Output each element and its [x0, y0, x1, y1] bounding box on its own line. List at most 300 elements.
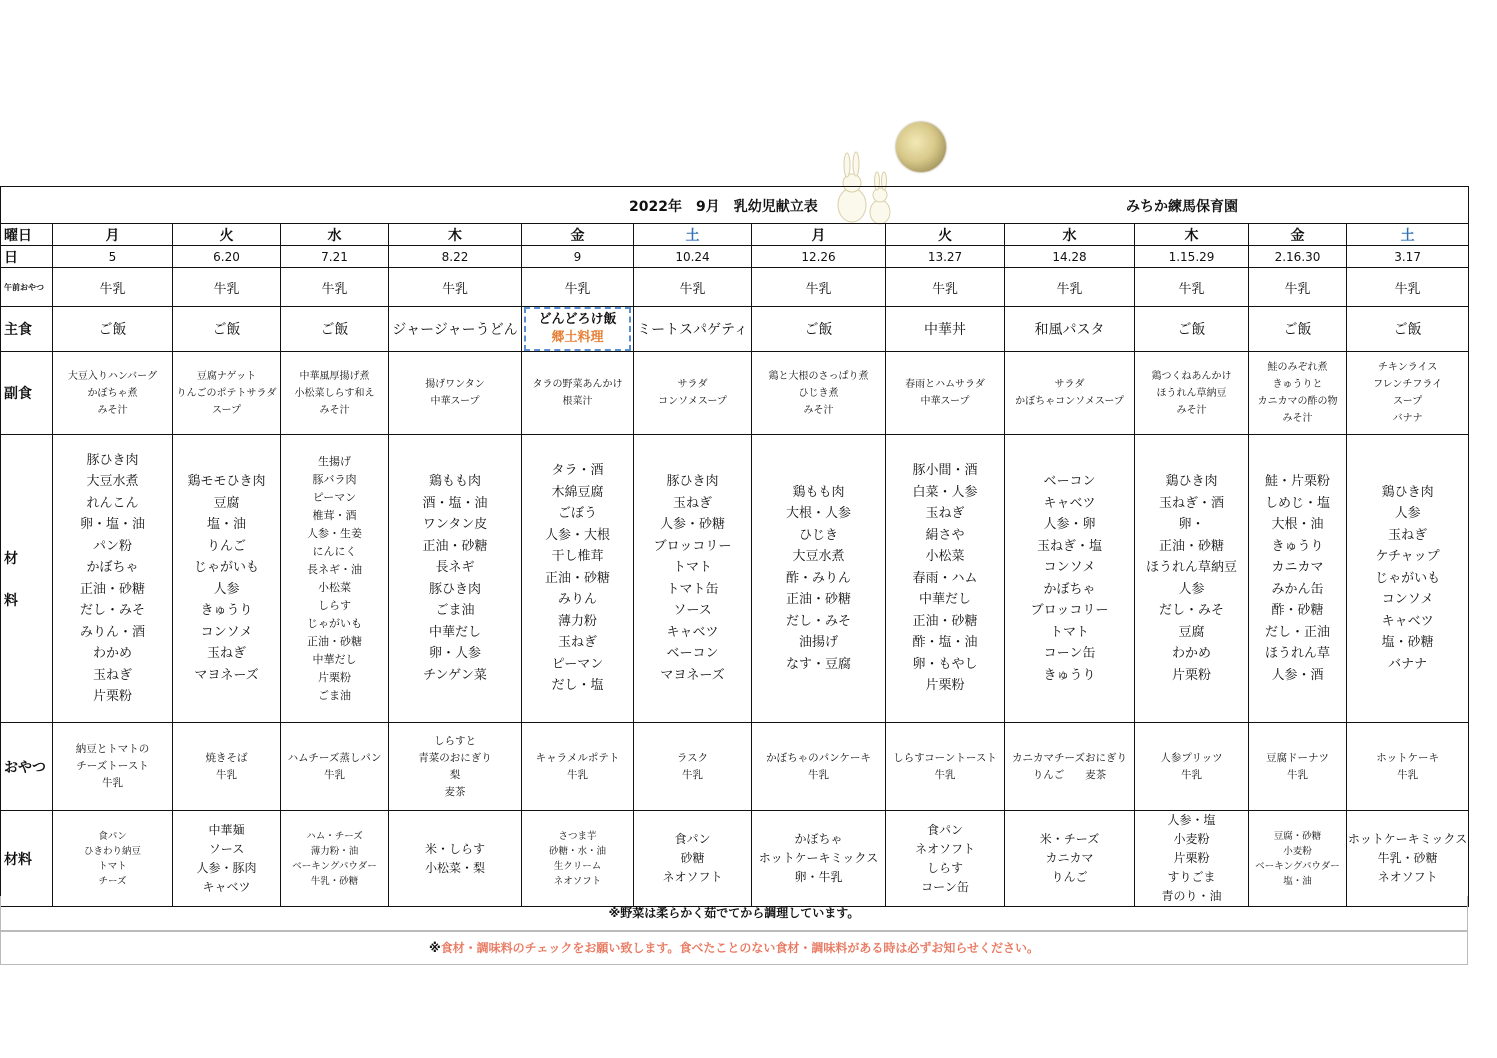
snack-line: 牛乳 — [567, 768, 588, 781]
snack-line: かぼちゃのパンケーキ — [766, 751, 871, 764]
am-snack: 牛乳 — [886, 268, 1005, 307]
snack-line: 焼きそば — [205, 751, 248, 764]
ingredient-line: 春雨・ハム — [912, 570, 978, 586]
ingredients — [634, 435, 752, 723]
ingredient-line: トマト缶 — [666, 581, 719, 597]
ingredient-line: 鶏モモひき肉 — [187, 474, 266, 489]
snack-line: 豆腐ドーナツ — [1266, 751, 1329, 764]
snack-line: 人参プリッツ — [1160, 751, 1223, 764]
ingredient-line: 人参・生姜 — [307, 526, 362, 540]
ingredient-line: 豆腐 — [1178, 624, 1205, 640]
side-dishes — [634, 352, 752, 435]
snack-ingredient-line: さつま芋 — [558, 830, 597, 842]
snack-line: 青菜のおにぎり — [418, 751, 492, 764]
snack-line: キャラメルポテト — [535, 751, 620, 764]
side-dish-line: 中華スープ — [920, 396, 970, 407]
snack-ingredient-line: 米・しらす — [424, 841, 485, 856]
side-dish-line: 大豆入りハンバーグ — [67, 370, 158, 382]
am-snack: 牛乳 — [53, 268, 173, 307]
snack-ingredient-line: トマト — [98, 860, 127, 872]
ingredient-line: 片栗粉 — [1171, 667, 1211, 683]
snack-line: しらすコーントースト — [893, 751, 997, 764]
ingredient-line: マヨネーズ — [194, 667, 259, 683]
snack — [634, 723, 752, 811]
snack-line: 麦茶 — [444, 785, 466, 798]
staple-dish: ご飯 — [53, 307, 173, 352]
am-snack: 牛乳 — [281, 268, 389, 307]
ingredients — [752, 435, 886, 723]
side-dish-line: サラダ — [677, 379, 708, 390]
snack-ingredient-line: キャベツ — [202, 879, 251, 894]
ingredient-line: 鮭・片栗粉 — [1264, 474, 1330, 489]
side-dish-line: 揚げワンタン — [425, 379, 485, 390]
ingredient-line: ピーマン — [312, 490, 357, 504]
row-label-snack-ingredients: 材料 — [1, 811, 53, 907]
ingredient-line: 卵・もやし — [912, 656, 978, 672]
note-check-ingredients — [0, 931, 1468, 965]
am-snack: 牛乳 — [634, 268, 752, 307]
ingredient-line: 卵・塩・油 — [79, 517, 145, 532]
ingredient-line: 酢・砂糖 — [1271, 603, 1324, 618]
ingredient-line: れんこん — [86, 495, 139, 511]
day-of-week: 水 — [281, 224, 389, 246]
dates: 6.20 — [173, 246, 281, 268]
ingredient-line: 正油・砂糖 — [422, 538, 488, 554]
side-dish-line: 小松菜しらす和え — [294, 387, 375, 399]
ingredient-line: 大豆水煮 — [86, 474, 139, 489]
side-dishes — [173, 352, 281, 435]
menu-title: 2022年 9月 乳幼児献立表 — [629, 199, 818, 215]
ingredient-line: にんにく — [312, 544, 357, 558]
ingredient-line: 豚バラ肉 — [312, 472, 357, 486]
side-dish-line: チキンライス — [1377, 362, 1438, 373]
am-snack: 牛乳 — [1249, 268, 1347, 307]
snack-ingredient-line: ハム・チーズ — [306, 830, 363, 842]
ingredient-line: 玉ねぎ・酒 — [1158, 495, 1224, 511]
day-of-week: 金 — [522, 224, 634, 246]
row-label-am-snack: 午前おやつ — [1, 268, 53, 307]
side-dish-line: みそ汁 — [1282, 413, 1313, 424]
ingredient-line: 正油・砂糖 — [785, 592, 851, 608]
note-soft-vegetables: ※野菜は柔らかく茹でてから調理しています。 — [0, 896, 1468, 931]
regional-dish-box — [524, 307, 630, 351]
row-label-snack: おやつ — [1, 723, 53, 811]
snack-line: 牛乳 — [216, 768, 237, 781]
snack-ingredients — [886, 811, 1005, 907]
staple-dish: 和風パスタ — [1005, 307, 1135, 352]
ingredient-line: 酢・みりん — [785, 570, 851, 586]
ingredient-line: わかめ — [92, 646, 132, 661]
ingredient-line: ベーコン — [1043, 474, 1096, 489]
ingredient-line: 卵・ — [1178, 517, 1205, 532]
snack-ingredient-line: 牛乳・砂糖 — [310, 875, 359, 887]
ingredient-line: ケチャップ — [1375, 549, 1440, 565]
ingredients — [281, 435, 389, 723]
ingredients — [886, 435, 1005, 723]
ingredient-line: マヨネーズ — [660, 667, 725, 683]
side-dish-line: バナナ — [1392, 413, 1423, 424]
ingredient-line: ソース — [673, 603, 712, 618]
side-dish-line: みそ汁 — [803, 404, 834, 416]
snack-ingredient-line: 薄力粉・油 — [310, 845, 359, 857]
side-dish-line: 鶏つくねあんかけ — [1151, 370, 1232, 382]
dates: 3.17 — [1347, 246, 1469, 268]
snack-ingredients — [752, 811, 886, 907]
ingredient-line: 片栗粉 — [925, 678, 965, 694]
day-of-week: 木 — [389, 224, 522, 246]
ingredient-line: だし・みそ — [79, 603, 145, 618]
ingredient-line: 木綿豆腐 — [551, 484, 604, 500]
ingredient-line: バナナ — [1388, 656, 1428, 672]
ingredient-line: 鶏ひき肉 — [1381, 484, 1434, 500]
ingredients — [1347, 435, 1469, 723]
snack-ingredient-line: 小麦粉 — [1173, 832, 1210, 846]
ingredient-line: 大豆水煮 — [792, 549, 845, 565]
snack-ingredient-line: しらす — [926, 860, 963, 875]
snack-ingredient-line: ソース — [208, 841, 245, 856]
day-of-week: 火 — [173, 224, 281, 246]
ingredient-line: 長ネギ・油 — [307, 562, 362, 576]
staple-dish: ご飯 — [752, 307, 886, 352]
ingredient-line: コンソメ — [1043, 560, 1096, 575]
snack-ingredient-line: 人参・塩 — [1167, 813, 1216, 827]
staple-dish: 中華丼 — [886, 307, 1005, 352]
side-dishes — [1135, 352, 1249, 435]
ingredient-line: 酢・塩・油 — [912, 635, 978, 651]
ingredient-line: 玉ねぎ — [206, 646, 246, 661]
ingredient-line: 長ネギ — [435, 560, 475, 575]
ingredient-line: 人参 — [1178, 581, 1205, 597]
menu-table — [0, 186, 1469, 907]
snack-ingredient-line: 小松菜・梨 — [424, 860, 485, 875]
ingredient-line: 絹さや — [925, 527, 965, 543]
ingredient-line: りんご — [206, 538, 246, 554]
snack-ingredient-line: コーン缶 — [921, 879, 969, 894]
day-of-week: 水 — [1005, 224, 1135, 246]
full-moon-illustration — [896, 122, 946, 172]
ingredient-line: 玉ねぎ — [672, 495, 712, 511]
day-of-week: 木 — [1135, 224, 1249, 246]
ingredient-line: 塩・油 — [206, 517, 246, 532]
ingredient-line: しめじ・塩 — [1264, 495, 1330, 511]
snack-ingredient-line: 食パン — [926, 822, 963, 837]
day-of-week: 土 — [634, 224, 752, 246]
dates: 7.21 — [281, 246, 389, 268]
side-dish-line: タラの野菜あんかけ — [532, 379, 623, 390]
am-snack: 牛乳 — [522, 268, 634, 307]
dates: 10.24 — [634, 246, 752, 268]
snack-ingredient-line: ベーキングパウダー — [1255, 860, 1340, 872]
side-dishes — [752, 352, 886, 435]
snack-ingredients — [1249, 811, 1347, 907]
row-label-dow: 曜日 — [1, 224, 53, 246]
side-dishes — [1347, 352, 1469, 435]
snack-ingredient-line: りんご — [1051, 870, 1088, 884]
ingredient-line: 正油・砂糖 — [1158, 538, 1224, 554]
side-dish-line: ひじき煮 — [798, 387, 839, 399]
snack-ingredients — [173, 811, 281, 907]
note-mark: ※ — [429, 941, 441, 955]
side-dish-line: 中華風厚揚げ煮 — [299, 370, 370, 382]
ingredient-line: だし・正油 — [1264, 624, 1330, 640]
ingredient-line: 白菜・人参 — [912, 484, 978, 500]
snack-ingredients — [634, 811, 752, 907]
snack-ingredient-line: カニカマ — [1045, 851, 1094, 865]
snack-ingredient-line: 青のり・油 — [1161, 889, 1222, 903]
ingredient-line: 鶏ひき肉 — [1165, 474, 1218, 489]
ingredient-line: ごま油 — [318, 688, 351, 702]
snack — [389, 723, 522, 811]
ingredient-line: 小松菜 — [318, 580, 351, 594]
am-snack: 牛乳 — [1347, 268, 1469, 307]
ingredient-line: パン粉 — [92, 538, 132, 554]
snack-line: 牛乳 — [682, 768, 703, 781]
ingredient-line: 豚ひき肉 — [86, 452, 139, 468]
staple-dish: ご飯 — [1347, 307, 1469, 352]
dates: 1.15.29 — [1135, 246, 1249, 268]
row-label-side: 副食 — [1, 352, 53, 435]
ingredient-line: コーン缶 — [1043, 646, 1096, 661]
ingredient-line: 大根・油 — [1271, 517, 1324, 532]
side-dish-line: みそ汁 — [1176, 404, 1207, 416]
ingredient-line: トマト — [1049, 624, 1089, 640]
ingredient-line: 玉ねぎ — [557, 635, 597, 651]
side-dish-line: カニカマの酢の物 — [1257, 396, 1338, 407]
dates: 13.27 — [886, 246, 1005, 268]
ingredient-line: トマト — [672, 560, 712, 575]
snack-ingredient-line: 米・チーズ — [1039, 832, 1100, 846]
side-dish-line: かぼちゃ煮 — [87, 387, 138, 399]
snack-ingredients — [1005, 811, 1135, 907]
snack-ingredient-line: かぼちゃ — [794, 832, 843, 846]
snack — [281, 723, 389, 811]
ingredient-line: 片栗粉 — [318, 670, 351, 684]
ingredient-line: かぼちゃ — [1043, 581, 1096, 597]
ingredient-line: かぼちゃ — [86, 560, 139, 575]
ingredient-line: みかん缶 — [1271, 581, 1324, 597]
ingredient-line: チンゲン菜 — [423, 667, 487, 683]
ingredient-line: 豆腐 — [213, 495, 240, 511]
dates: 9 — [522, 246, 634, 268]
ingredient-line: ブロッコリー — [653, 538, 732, 554]
ingredient-line: 正油・砂糖 — [307, 634, 362, 648]
ingredient-line: きゅうり — [1271, 538, 1324, 554]
side-dish-line: フレンチフライ — [1373, 379, 1443, 390]
snack-ingredients — [1347, 811, 1469, 907]
ingredient-line: 玉ねぎ・塩 — [1036, 538, 1102, 554]
row-label-staple: 主食 — [1, 307, 53, 352]
snack-ingredient-line: チーズ — [98, 875, 127, 887]
side-dish-line: ほうれん草納豆 — [1156, 387, 1227, 399]
ingredient-line: 酒・塩・油 — [422, 495, 488, 511]
snack-line: 牛乳 — [934, 768, 956, 781]
ingredient-line: キャベツ — [1043, 495, 1096, 511]
side-dish-line: スープ — [212, 404, 241, 416]
snack-ingredient-line: 塩・油 — [1283, 875, 1312, 887]
side-dish-line: サラダ — [1054, 379, 1085, 390]
snack-line: しらすと — [434, 734, 476, 747]
side-dishes — [1249, 352, 1347, 435]
ingredient-line: ピーマン — [551, 656, 604, 672]
snack-line: カニカマチーズおにぎり — [1012, 751, 1127, 764]
ingredient-line: コンソメ — [1381, 592, 1434, 608]
staple-dish-name: どんどろけ飯 — [538, 312, 617, 327]
ingredients — [1249, 435, 1347, 723]
snack-line: 牛乳 — [1181, 768, 1202, 781]
ingredient-line: 人参・砂糖 — [659, 517, 725, 532]
side-dishes — [1005, 352, 1135, 435]
day-of-week: 月 — [752, 224, 886, 246]
ingredient-line: コンソメ — [200, 624, 253, 640]
ingredient-line: 卵・人参 — [428, 646, 481, 661]
snack-line: 牛乳 — [1287, 768, 1308, 781]
staple-dish: ミートスパゲティ — [634, 307, 752, 352]
snack-line: チーズトースト — [76, 760, 149, 772]
snack-ingredients — [522, 811, 634, 907]
snack-line: 牛乳 — [1397, 768, 1419, 781]
ingredient-line: 豚ひき肉 — [428, 581, 481, 597]
side-dish-line: 春雨とハムサラダ — [905, 379, 985, 390]
ingredient-line: 中華だし — [918, 592, 971, 608]
ingredient-line: じゃがいも — [1375, 570, 1441, 586]
day-of-week: 月 — [53, 224, 173, 246]
snack-ingredient-line: すりごま — [1167, 870, 1216, 884]
header-row — [1, 187, 1469, 224]
snack-ingredient-line: ひきわり納豆 — [83, 845, 141, 857]
snack-ingredient-line: 人参・豚肉 — [196, 860, 257, 875]
snack-line: りんご 麦茶 — [1032, 768, 1107, 781]
side-dish-line: 豆腐ナゲット — [196, 370, 257, 382]
ingredient-line: キャベツ — [1381, 613, 1434, 629]
day-of-week: 火 — [886, 224, 1005, 246]
ingredient-line: 人参 — [213, 581, 240, 597]
row-label-ingredients — [1, 435, 53, 723]
snack — [1347, 723, 1469, 811]
dates: 5 — [53, 246, 173, 268]
ingredient-line: みりん・酒 — [79, 624, 145, 640]
ingredient-line: 干し椎茸 — [551, 549, 604, 565]
ingredient-line: じゃがいも — [193, 560, 259, 575]
ingredient-line: 玉ねぎ — [92, 667, 132, 683]
snack — [1005, 723, 1135, 811]
ingredient-line: 鶏もも肉 — [792, 484, 845, 500]
snack — [1249, 723, 1347, 811]
ingredient-line: わかめ — [1171, 646, 1211, 661]
ingredient-line: カニカマ — [1271, 560, 1324, 575]
ingredient-line: 鶏もも肉 — [428, 474, 481, 489]
ingredient-line: しらす — [318, 598, 351, 612]
snack-line: 牛乳 — [808, 768, 829, 781]
snack-ingredient-line: 小麦粉 — [1283, 845, 1312, 857]
ingredient-line: ひじき — [798, 527, 838, 543]
staple-dish: ご飯 — [1135, 307, 1249, 352]
ingredient-line: なす・豆腐 — [785, 656, 851, 672]
snack-ingredient-line: ネオソフト — [553, 875, 602, 887]
side-dishes — [281, 352, 389, 435]
note-check-text: 食材・調味料のチェックをお願い致します。食べたことのない食材・調味料がある時は必ずお知らせください。 — [440, 941, 1039, 955]
ingredients — [522, 435, 634, 723]
side-dishes — [389, 352, 522, 435]
ingredient-line: タラ・酒 — [551, 463, 604, 479]
ingredient-line: キャベツ — [666, 624, 719, 640]
ingredient-line: きゅうり — [200, 603, 253, 618]
ingredient-line: 豚小間・酒 — [912, 463, 978, 479]
side-dish-line: コンソメスープ — [658, 396, 727, 407]
staple-dish: ご飯 — [173, 307, 281, 352]
side-dish-line: りんごのポテトサラダ — [176, 387, 277, 399]
ingredient-line: 大根・人参 — [785, 506, 851, 522]
side-dish-line: かぼちゃコンソメスープ — [1015, 396, 1124, 407]
am-snack: 牛乳 — [389, 268, 522, 307]
dates: 8.22 — [389, 246, 522, 268]
regional-dish-label: 郷土料理 — [551, 330, 604, 345]
snack-ingredient-line: 中華麺 — [208, 822, 245, 837]
snack-ingredient-line: 砂糖 — [680, 851, 705, 865]
ingredients — [173, 435, 281, 723]
snack-ingredient-line: ベーキングパウダー — [292, 860, 377, 872]
side-dish-line: きゅうりと — [1272, 379, 1323, 390]
dates: 2.16.30 — [1249, 246, 1347, 268]
side-dish-line: 鶏と大根のさっぱり煮 — [768, 370, 869, 382]
snack — [522, 723, 634, 811]
staple-dish: ジャージャーうどん — [389, 307, 522, 352]
snack-ingredient-line: ホットケーキミックス — [758, 851, 879, 865]
am-snack: 牛乳 — [752, 268, 886, 307]
day-of-week: 金 — [1249, 224, 1347, 246]
dates: 12.26 — [752, 246, 886, 268]
snack — [53, 723, 173, 811]
ingredient-line: 片栗粉 — [92, 689, 132, 704]
ingredient-line: ごま油 — [435, 603, 475, 618]
notes — [0, 896, 1468, 965]
staple-dish — [522, 307, 634, 352]
ingredient-line: ごぼう — [557, 506, 597, 522]
row-label-date: 日 — [1, 246, 53, 268]
snack-ingredient-line: 砂糖・水・油 — [548, 845, 606, 857]
ingredient-line: 薄力粉 — [557, 613, 597, 629]
ingredient-line: じゃがいも — [307, 616, 362, 630]
ingredient-line: 豚ひき肉 — [666, 474, 719, 489]
snack-ingredients — [389, 811, 522, 907]
label-part: 料 — [4, 592, 18, 609]
ingredient-line: 玉ねぎ — [925, 506, 965, 522]
snack-line: ホットケーキ — [1376, 751, 1439, 764]
side-dishes — [53, 352, 173, 435]
day-of-week: 土 — [1347, 224, 1469, 246]
ingredients — [1135, 435, 1249, 723]
snack-ingredient-line: 片栗粉 — [1173, 851, 1210, 865]
ingredients — [389, 435, 522, 723]
ingredient-line: 椎茸・酒 — [312, 508, 357, 522]
staple-dish: ご飯 — [1249, 307, 1347, 352]
snack-ingredient-line: 食パン — [674, 832, 711, 846]
am-snack: 牛乳 — [1135, 268, 1249, 307]
ingredient-line: 中華だし — [312, 652, 357, 666]
snack-line: 牛乳 — [324, 768, 345, 781]
ingredient-line: ベーコン — [666, 646, 719, 661]
side-dishes — [886, 352, 1005, 435]
snack-ingredients — [53, 811, 173, 907]
ingredient-line: だし・塩 — [551, 678, 604, 694]
snack-line: 納豆とトマトの — [75, 743, 150, 755]
ingredient-line: 玉ねぎ — [1388, 527, 1428, 543]
ingredients — [53, 435, 173, 723]
ingredient-line: 生揚げ — [318, 454, 351, 468]
snack — [886, 723, 1005, 811]
side-dish-line: 鮭のみぞれ煮 — [1267, 362, 1328, 373]
label-part: 材 — [4, 550, 18, 567]
snack — [752, 723, 886, 811]
